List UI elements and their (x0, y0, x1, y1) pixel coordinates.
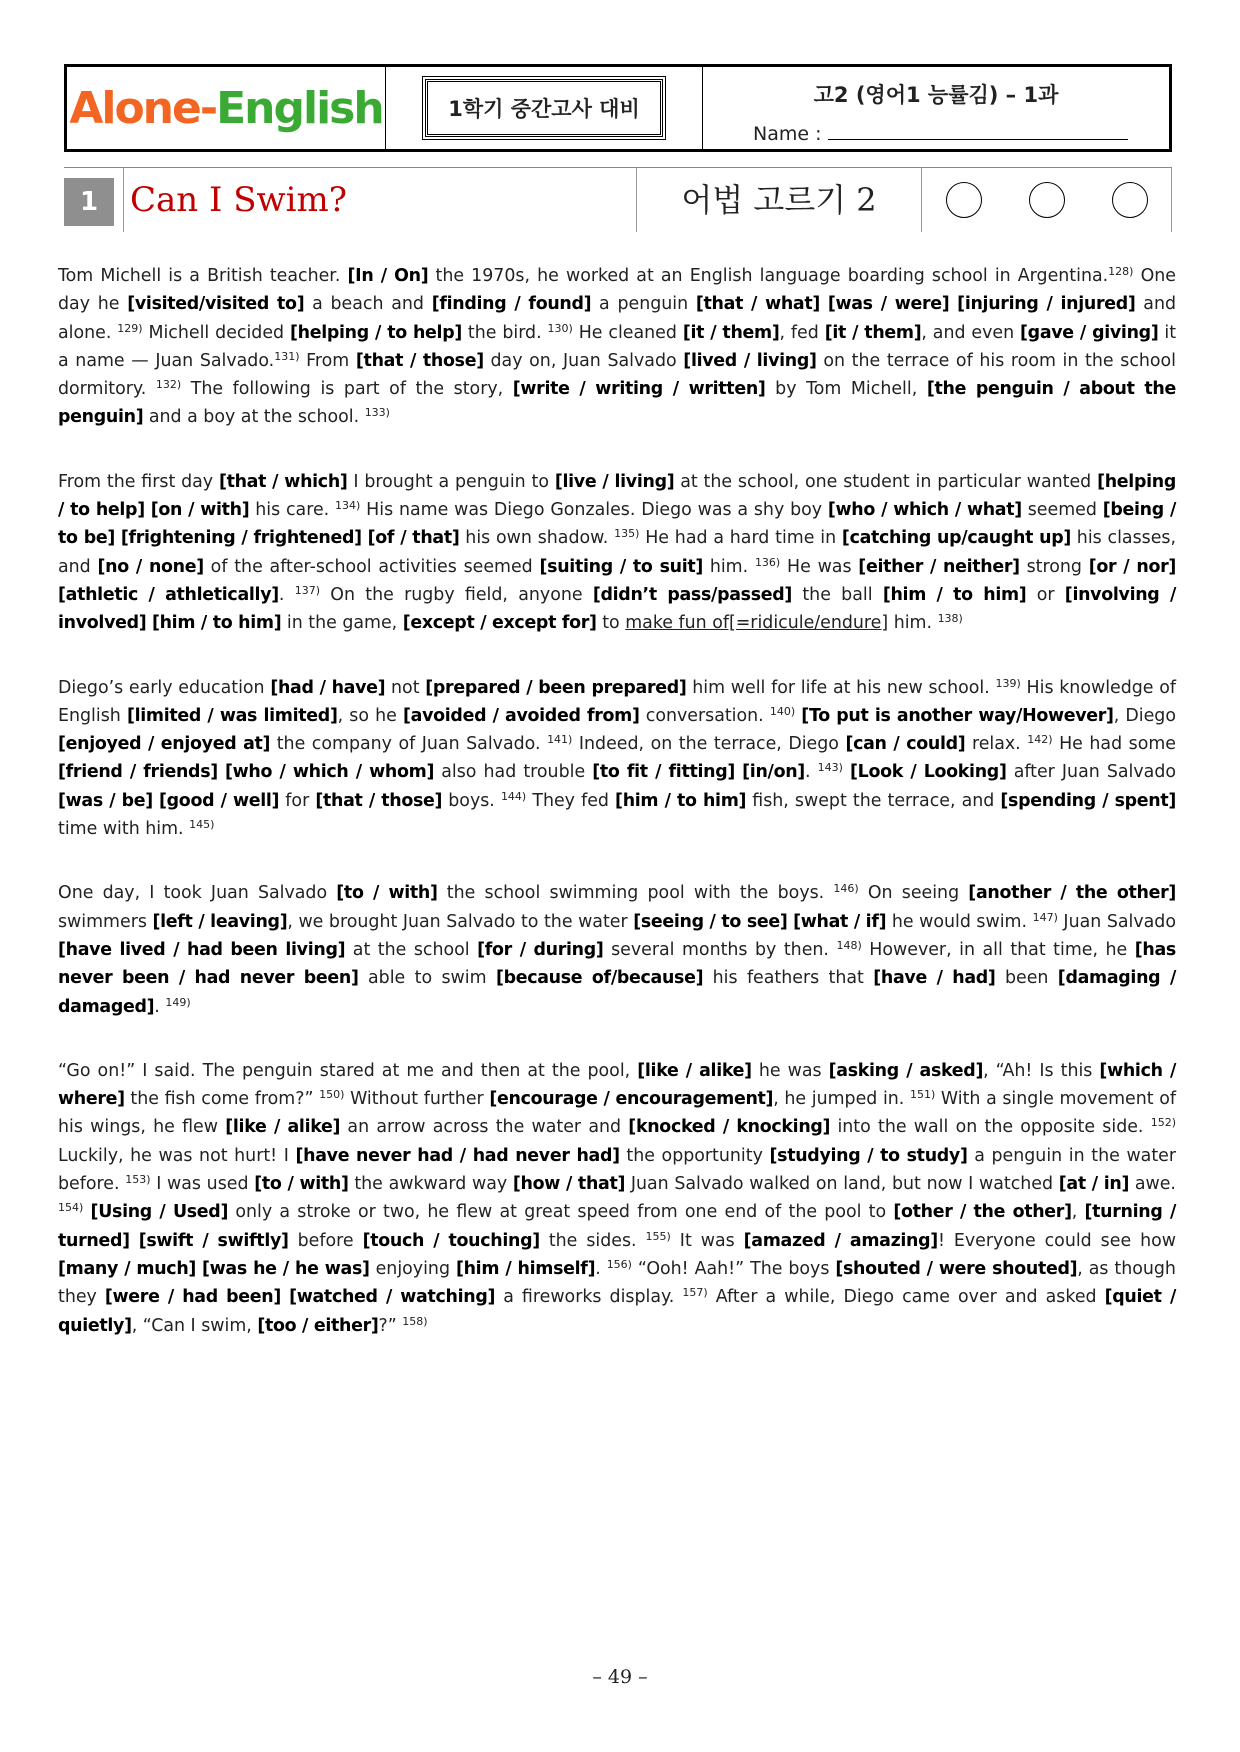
exam-label-cell (386, 67, 703, 149)
exercise-type: 어법 고르기 2 (636, 168, 922, 232)
check-circle-icon[interactable] (1029, 182, 1065, 218)
passage-paragraph: Diego’s early education [had / have] not [prepared / been prepared] him well for life at his new school. $^{139)}$ His knowledge of English [limited / was limited], so he [avoided / avoided from] conversation. $^{140)}$ [To put is another way/However], Diego [enjoyed / enjoyed at] the company of Juan Salvado. $^{141)}$ Indeed, on the terrace, Diego [can / could] relax. $^{142)}$ He had some [friend / friends] [who / which / whom] also had trouble [to fit / fitting] [in/on]. $^{143)}$ [Look / Looking] after Juan Salvado [was / be] [good / well] for [that / those] boys. $^{144)}$ They fed [him / to him] fish, swept the terrace, and [spending / spent] time with him. $^{145)}$ (58, 676, 1177, 840)
passage-paragraph: From the first day [that / which] I brought a penguin to [live / living] at the school, one student in particular wanted [helping / to help] [on / with] his care. $^{134)}$ His name was Diego Gonzales. Diego was a shy boy [who / which / what] seemed [being / to be] [frightening / frightened] [of / that] his own shadow. $^{135)}$ He had a hard time in [catching up/caught up] his classes, and [no / none] of the after-school activities seemed [suiting / to suit] him. $^{136)}$ He was [either / neither] strong [or / nor] [athletic / athletically]. $^{137)}$ On the rugby field, anyone [didn’t pass/passed] the ball [him / to him] or [involving / involved] [him / to him] in the game, [except / except for] to make fun of[=ridicule/endure] him. $^{138)}$ (58, 471, 1177, 634)
name-field[interactable] (753, 123, 1128, 145)
passage-paragraph: One day, I took Juan Salvado [to / with] the school swimming pool with the boys. $^{146)}$ On seeing [another / the other] swimmers [left / leaving], we brought Juan Salvado to the water [seeing / to see] [what / if] he would swim. $^{147)}$ Juan Salvado [have lived / had been living] at the school [for / during] several months by then. $^{148)}$ However, in all that time, he [has never been / had never been] able to swim [because of/because] his feathers that [have / had] been [damaging / damaged]. $^{149)}$ (58, 882, 1176, 1017)
check-circle-icon[interactable] (1112, 182, 1148, 218)
section-title-bar (64, 167, 1172, 232)
name-blank-line[interactable] (828, 125, 1128, 140)
page-number: – 49 – (592, 1666, 648, 1688)
course-label: 고2 (영어1 능률김) – 1과 (813, 83, 1059, 107)
passage-paragraph: Tom Michell is a British teacher. [In / On] the 1970s, he worked at an English language boarding school in Argentina.$^{128)}$ One day he [visited/visited to] a beach and [finding / found] a penguin [that / what] [was / were] [injuring / injured] and alone. $^{129)}$ Michell decided [helping / to help] the bird. $^{130)}$ He cleaned [it / them], fed [it / them], and even [gave / giving] it a name — Juan Salvado.$^{131)}$ From [that / those] day on, Juan Salvado [lived / living] on the terrace of his room in the school dormitory. $^{132)}$ The following is part of the story, [write / writing / written] by Tom Michell, [the penguin / about the penguin] and a boy at the school. $^{133)}$ (58, 265, 1177, 428)
exam-label: 1학기 중간고사 대비 (425, 79, 663, 137)
logo-dash: - (199, 82, 217, 134)
course-info-cell (703, 67, 1169, 149)
brand-logo (67, 67, 386, 149)
logo-text-alone: Alone (69, 82, 200, 134)
worksheet-header (64, 64, 1172, 152)
section-title: Can I Swim? (123, 168, 636, 232)
check-circle-icon[interactable] (946, 182, 982, 218)
name-label: Name : (753, 123, 822, 145)
section-number: 1 (64, 178, 114, 226)
logo-text-english: English (216, 82, 383, 134)
passage-body (58, 262, 1176, 1376)
passage-paragraph: “Go on!” I said. The penguin stared at me and then at the pool, [like / alike] he was [asking / asked], “Ah! Is this [which / where] the fish come from?” $^{150)}$ Without further [encourage / encouragement], he jumped in. $^{151)}$ With a single movement of his wings, he flew [like / alike] an arrow across the water and [knocked / knocking] into the wall on the opposite side. $^{152)}$ Luckily, he was not hurt! I [have never had / had never had] the opportunity [studying / to study] a penguin in the water before. $^{153)}$ I was used [to / with] the awkward way [how / that] Juan Salvado walked on land, but now I watched [at / in] awe. $^{154)}$ [Using / Used] only a stroke or two, he flew at great speed from one end of the pool to [other / the other], [turning / turned] [swift / swiftly] before [touch / touching] the sides. $^{155)}$ It was [amazed / amazing]! Everyone could see how [many / much] [was he / he was] enjoying [him / himself]. $^{156)}$ “Ooh! Aah!” The boys [shouted / were shouted], as though they [were / had been] [watched / watching] a fireworks display. $^{157)}$ After a while, Diego came over and asked [quiet / quietly], “Can I swim, [too / either]?” $^{158)}$ (58, 1060, 1177, 1336)
check-circles (922, 168, 1172, 232)
